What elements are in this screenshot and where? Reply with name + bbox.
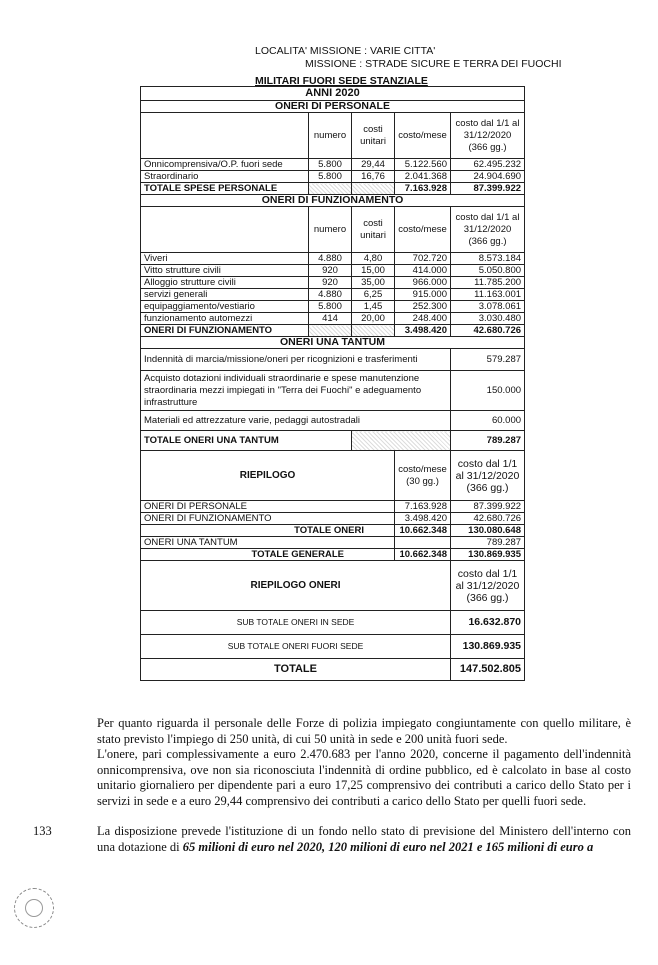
- shaded-cell: [309, 183, 352, 195]
- row-costo-periodo: 42.680.726: [451, 513, 525, 525]
- table-row: [141, 513, 525, 525]
- total-row: [141, 525, 525, 537]
- totale-generale-mese: 10.662.348: [395, 549, 451, 561]
- total-value: 789.287: [451, 431, 525, 451]
- shaded-cell: [309, 325, 352, 337]
- paragraph-disposizione: [97, 824, 631, 855]
- sub-fuori-sede-value: 130.869.935: [451, 635, 525, 659]
- row-costo-unit: 4,80: [352, 253, 395, 265]
- row-costo-mese: 252.300: [395, 301, 451, 313]
- riepilogo-title: RIEPILOGO: [141, 451, 395, 501]
- row-label: equipaggiamento/vestiario: [141, 301, 309, 313]
- total-mese: 7.163.928: [395, 183, 451, 195]
- section-una-tantum-title: ONERI UNA TANTUM: [141, 337, 525, 349]
- personale-header-blank: [141, 113, 309, 159]
- shaded-cell: [352, 325, 395, 337]
- shaded-cell: [352, 431, 451, 451]
- row-numero: 4.880: [309, 289, 352, 301]
- paragraph-disposizione-emph: 65 milioni di euro nel 2020, 120 milioni di euro nel 2021 e 165 milioni di euro a: [182, 839, 594, 854]
- col-costo-periodo: costo dal 1/1 al 31/12/2020 (366 gg.): [451, 561, 525, 611]
- row-costo-unit: 6,25: [352, 289, 395, 301]
- total-periodo: 87.399.922: [451, 183, 525, 195]
- col-costo-mese: costo/mese: [395, 113, 451, 159]
- row-costo-mese: 915.000: [395, 289, 451, 301]
- row-numero: 920: [309, 265, 352, 277]
- row-costo-periodo: 3.078.061: [451, 301, 525, 313]
- row-costo-periodo: 5.050.800: [451, 265, 525, 277]
- row-costo-periodo: 62.495.232: [451, 159, 525, 171]
- stamp-seal-inner: [25, 899, 43, 917]
- row-label: funzionamento automezzi: [141, 313, 309, 325]
- col-costo-mese: costo/mese: [395, 207, 451, 253]
- row-costo-unit: 29,44: [352, 159, 395, 171]
- col-numero: numero: [309, 207, 352, 253]
- row-costo-periodo: 87.399.922: [451, 501, 525, 513]
- col-costo-periodo: costo dal 1/1 al 31/12/2020 (366 gg.): [451, 113, 525, 159]
- totale-generale-periodo: 130.869.935: [451, 549, 525, 561]
- table-row: [141, 371, 525, 411]
- total-label: TOTALE SPESE PERSONALE: [141, 183, 309, 195]
- total-mese: 3.498.420: [395, 325, 451, 337]
- row-label: Onnicomprensiva/O.P. fuori sede: [141, 159, 309, 171]
- total-row: [141, 431, 525, 451]
- row-numero: 4.880: [309, 253, 352, 265]
- row-numero: 5.800: [309, 159, 352, 171]
- totale-oneri-periodo: 130.080.648: [451, 525, 525, 537]
- militari-label: MILITARI FUORI SEDE STANZIALE: [255, 75, 428, 87]
- row-costo-mese: 702.720: [395, 253, 451, 265]
- row-value: 579.287: [451, 349, 525, 371]
- totale-label: TOTALE: [141, 659, 451, 681]
- row-costo-unit: 20,00: [352, 313, 395, 325]
- paragraph-onere: L'onere, pari complessivamente a euro 2.470.683 per l'anno 2020, concerne il pagamento dell'indennità onnicomprensiva, ove non sia riconosciuta l'indennità di ordine pubblico, ed è calcolato in base al costo unitario giornaliero per dipendente pari a euro 17,25 comprensivo dei contributi a carico dello Stato per i servizi in sede e a euro 29,44 comprensivo dei contributi a carico dello Stato per quelli fuori sede.: [97, 747, 631, 808]
- total-label: ONERI DI FUNZIONAMENTO: [141, 325, 309, 337]
- table-row: [141, 411, 525, 431]
- table-row: [141, 537, 525, 549]
- localita-missione: LOCALITA' MISSIONE : VARIE CITTA': [255, 45, 436, 57]
- row-label: Viveri: [141, 253, 309, 265]
- row-costo-mese: 966.000: [395, 277, 451, 289]
- row-costo-periodo: 8.573.184: [451, 253, 525, 265]
- total-periodo: 42.680.726: [451, 325, 525, 337]
- row-costo-periodo: 11.163.001: [451, 289, 525, 301]
- row-label: Straordinario: [141, 171, 309, 183]
- row-costo-mese: 414.000: [395, 265, 451, 277]
- col-costi-unitari: costi unitari: [352, 113, 395, 159]
- col-costo-mese: costo/mese (30 gg.): [395, 451, 451, 501]
- col-costi-unitari: costi unitari: [352, 207, 395, 253]
- row-label: ONERI UNA TANTUM: [141, 537, 395, 549]
- row-numero: 5.800: [309, 301, 352, 313]
- row-costo-unit: 16,76: [352, 171, 395, 183]
- row-label: Materiali ed attrezzature varie, pedaggi autostradali: [141, 411, 451, 431]
- totale-oneri-label: TOTALE ONERI: [141, 525, 395, 537]
- anni-title: ANNI 2020: [141, 87, 525, 101]
- row-costo-mese: 248.400: [395, 313, 451, 325]
- table-row: [141, 611, 525, 635]
- row-costo-periodo: 3.030.480: [451, 313, 525, 325]
- row-costo-unit: 35,00: [352, 277, 395, 289]
- table-row: [141, 253, 525, 265]
- shaded-cell: [352, 183, 395, 195]
- table-row: [141, 313, 525, 325]
- sub-in-sede-value: 16.632.870: [451, 611, 525, 635]
- table-row: [141, 265, 525, 277]
- paragraph-forze-polizia: Per quanto riguarda il personale delle Forze di polizia impiegato congiuntamente con quello militare, è stato previsto l'impiego di 250 unità, di cui 50 unità in sede e 200 unità fuori sede.: [97, 716, 631, 746]
- section-funzionamento-title: ONERI DI FUNZIONAMENTO: [141, 195, 525, 207]
- missione-title: MISSIONE : STRADE SICURE E TERRA DEI FUOCHI: [305, 58, 562, 70]
- row-numero: 5.800: [309, 171, 352, 183]
- row-label: Indennità di marcia/missione/oneri per ricognizioni e trasferimenti: [141, 349, 451, 371]
- table-row: [141, 159, 525, 171]
- row-costo-mese: [395, 537, 451, 549]
- row-label: ONERI DI FUNZIONAMENTO: [141, 513, 395, 525]
- table-row: [141, 171, 525, 183]
- table-row: [141, 635, 525, 659]
- row-costo-unit: 15,00: [352, 265, 395, 277]
- row-costo-periodo: 11.785.200: [451, 277, 525, 289]
- total-row: [141, 183, 525, 195]
- row-label: ONERI DI PERSONALE: [141, 501, 395, 513]
- col-numero: numero: [309, 113, 352, 159]
- table-row: [141, 501, 525, 513]
- row-label: Alloggio strutture civili: [141, 277, 309, 289]
- row-costo-unit: 1,45: [352, 301, 395, 313]
- stamp-seal: [14, 888, 54, 928]
- totale-generale-label: TOTALE GENERALE: [141, 549, 395, 561]
- table-row: [141, 277, 525, 289]
- row-label: Acquisto dotazioni individuali straordinarie e spese manutenzione straordinaria mezzi impiegati in "Terra dei Fuochi" e adeguamento infrastrutture: [141, 371, 451, 411]
- table-row: [141, 349, 525, 371]
- row-label: servizi generali: [141, 289, 309, 301]
- row-costo-mese: 2.041.368: [395, 171, 451, 183]
- sub-fuori-sede-label: SUB TOTALE ONERI FUORI SEDE: [141, 635, 451, 659]
- riepilogo-oneri-title: RIEPILOGO ONERI: [141, 561, 451, 611]
- row-costo-mese: 3.498.420: [395, 513, 451, 525]
- totale-oneri-mese: 10.662.348: [395, 525, 451, 537]
- row-costo-mese: 7.163.928: [395, 501, 451, 513]
- funz-header-blank: [141, 207, 309, 253]
- row-costo-periodo: 789.287: [451, 537, 525, 549]
- row-costo-periodo: 24.904.690: [451, 171, 525, 183]
- row-numero: 920: [309, 277, 352, 289]
- col-costo-periodo: costo dal 1/1 al 31/12/2020 (366 gg.): [451, 207, 525, 253]
- row-label: Vitto strutture civili: [141, 265, 309, 277]
- table-row: [141, 289, 525, 301]
- section-personale-title: ONERI DI PERSONALE: [141, 101, 525, 113]
- row-numero: 414: [309, 313, 352, 325]
- budget-table: [140, 86, 525, 681]
- totale-value: 147.502.805: [451, 659, 525, 681]
- row-value: 150.000: [451, 371, 525, 411]
- table-row: [141, 301, 525, 313]
- paragraph-disposizione-start: La disposizione prevede l'istituzione di un fondo nello stato di previsione del Ministero dell'interno con una dotazione di: [97, 824, 631, 854]
- sub-in-sede-label: SUB TOTALE ONERI IN SEDE: [141, 611, 451, 635]
- row-costo-mese: 5.122.560: [395, 159, 451, 171]
- page-number: 133: [33, 824, 52, 838]
- total-row: [141, 659, 525, 681]
- row-value: 60.000: [451, 411, 525, 431]
- total-label: TOTALE ONERI UNA TANTUM: [141, 431, 352, 451]
- col-costo-periodo: costo dal 1/1 al 31/12/2020 (366 gg.): [451, 451, 525, 501]
- total-row: [141, 549, 525, 561]
- total-row: [141, 325, 525, 337]
